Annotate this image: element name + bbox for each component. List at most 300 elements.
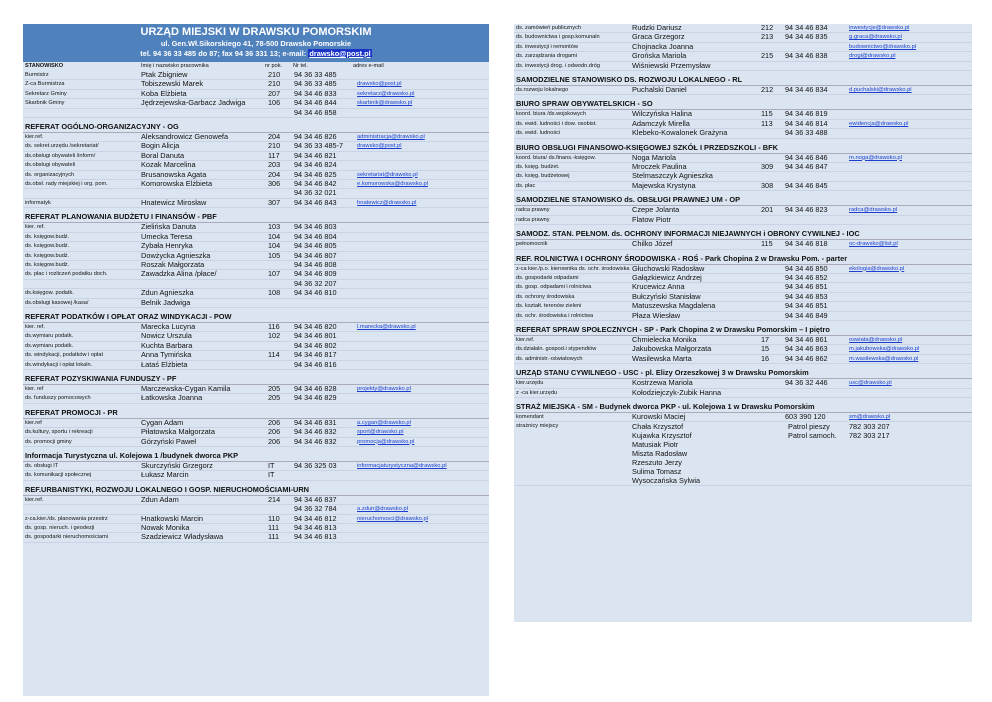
staff-row xyxy=(23,437,489,446)
patrol-labels xyxy=(758,422,847,486)
guard-name: Rzeszuto Jerzy xyxy=(632,458,682,468)
phone-cell: 94 34 46 823 xyxy=(782,206,847,215)
room-cell: 205 xyxy=(265,385,291,394)
staff-row xyxy=(514,265,972,274)
email-cell xyxy=(847,163,972,172)
room-cell: 212 xyxy=(758,86,782,95)
name-cell: Jakubowska Małgorzata xyxy=(630,345,758,354)
section-title: REFERAT POZYSKIWANIA FUNDUSZY - PF xyxy=(23,373,489,385)
guard-name: Miszta Radosław xyxy=(632,449,688,459)
phone-cell: 94 36 33 485 xyxy=(291,80,355,89)
position-cell: ds. ochrony środowiska xyxy=(514,292,630,301)
email-cell xyxy=(847,61,972,70)
position-cell: ds. gosp. odpadami i rolnictwa xyxy=(514,283,630,292)
phone-cell: 94 34 46 853 xyxy=(782,292,847,301)
name-cell: Wasilewska Marta xyxy=(630,354,758,363)
position-cell: ds.obsługi kasowej /kasa/ xyxy=(23,298,139,307)
right-column xyxy=(514,24,972,622)
staff-row xyxy=(514,119,972,128)
position-cell: informatyk xyxy=(23,198,139,207)
email-cell[interactable]: promocja@drawsko.pl xyxy=(355,437,489,446)
room-cell xyxy=(758,215,782,224)
staff-row xyxy=(514,388,972,397)
staff-row xyxy=(23,360,489,369)
email-cell xyxy=(355,71,489,80)
room-cell xyxy=(758,388,782,397)
staff-table xyxy=(514,206,972,225)
staff-row xyxy=(23,223,489,232)
name-cell: Koba Elżbieta xyxy=(139,89,265,98)
phone-cell: 94 36 32 207 xyxy=(291,279,355,288)
guards-position: strażnicy miejscy xyxy=(514,422,630,486)
staff-row xyxy=(23,108,489,117)
name-cell: Górzyński Paweł xyxy=(139,437,265,446)
room-cell: 15 xyxy=(758,345,782,354)
position-cell: ds.obsługi obywateli xyxy=(23,161,139,170)
section-title: BIURO OBSŁUGI FINANSOWO-KSIĘGOWEJ SZKÓŁ I PRZEDSZKOLI - BFK xyxy=(514,142,972,154)
staff-row xyxy=(23,99,489,108)
email-cell xyxy=(355,251,489,260)
phone-cell xyxy=(782,215,847,224)
position-cell: koord. biura/ ds.finans.-księgow. xyxy=(514,154,630,163)
name-cell: Nowak Monika xyxy=(139,524,265,533)
position-cell xyxy=(23,505,139,514)
staff-table xyxy=(514,86,972,95)
email-cell xyxy=(355,524,489,533)
patrol-phones xyxy=(847,422,972,486)
staff-row xyxy=(23,260,489,269)
col-email: adres e-mail xyxy=(353,63,384,69)
col-room: nr pok. xyxy=(265,63,283,69)
room-cell: 115 xyxy=(758,240,782,249)
phone-cell: 94 36 32 021 xyxy=(291,189,355,198)
room-cell: 204 xyxy=(265,133,291,142)
room-cell: 111 xyxy=(265,533,291,542)
name-cell: Roszak Małgorzata xyxy=(139,260,265,269)
email-cell xyxy=(355,394,489,403)
position-cell: ds. kształt. terenów zieleni xyxy=(514,302,630,311)
staff-row xyxy=(514,379,972,388)
name-cell: Zawadzka Alina /płace/ xyxy=(139,270,265,279)
name-cell: Brusanowska Agata xyxy=(139,170,265,179)
room-cell: 210 xyxy=(265,71,291,80)
position-cell: ds. księg. budżet. xyxy=(514,163,630,172)
phone-cell: 94 34 46 818 xyxy=(782,240,847,249)
guard-name: Kujawka Krzysztof xyxy=(632,431,692,441)
room-cell: 213 xyxy=(758,33,782,42)
name-cell: Bogin Alicja xyxy=(139,142,265,151)
email-cell[interactable]: budownictwo@drawsko.pl xyxy=(847,42,972,51)
room-cell: 307 xyxy=(265,198,291,207)
email-cell xyxy=(355,161,489,170)
phone-cell: 94 34 46 845 xyxy=(782,181,847,190)
section-title: Informacja Turystyczna ul. Kolejowa 1 /budynek dworca PKP xyxy=(23,450,489,462)
email-cell[interactable]: e.komorowska@drawsko.pl xyxy=(355,180,489,189)
email-cell[interactable]: drawsko@post.pl xyxy=(355,142,489,151)
position-cell: radca prawny xyxy=(514,215,630,224)
guard-name: Sulima Tomasz xyxy=(632,467,682,477)
staff-row xyxy=(514,240,972,249)
email-cell xyxy=(355,289,489,298)
email-cell xyxy=(355,270,489,279)
email-cell xyxy=(355,298,489,307)
room-cell: 114 xyxy=(265,351,291,360)
room-cell: 206 xyxy=(265,437,291,446)
email-cell[interactable]: d.puchalski@drawsko.pl xyxy=(847,86,972,95)
staff-row xyxy=(514,24,972,33)
room-cell xyxy=(265,341,291,350)
phone-cell: 94 34 46 832 xyxy=(291,437,355,446)
position-cell: ds.kultury, sportu i rekreacji xyxy=(23,428,139,437)
section-title: URZĄD STANU CYWILNEGO - USC - pl. Elizy Orzeszkowej 3 w Drawsku Pomorskim xyxy=(514,367,972,379)
staff-row xyxy=(514,354,972,363)
email-cell xyxy=(847,311,972,320)
phone-cell: 94 34 46 821 xyxy=(291,151,355,160)
room-cell xyxy=(758,302,782,311)
guards-list xyxy=(630,422,758,486)
staff-table xyxy=(514,265,972,321)
phone-cell: 94 34 46 850 xyxy=(782,265,847,274)
room-cell xyxy=(758,129,782,138)
name-cell xyxy=(139,108,265,117)
position-cell: ds. promocji gminy xyxy=(23,437,139,446)
staff-row xyxy=(23,180,489,189)
position-cell: kier.ref. xyxy=(23,496,139,505)
staff-row xyxy=(23,428,489,437)
name-cell: Szadziewicz Władysława xyxy=(139,533,265,542)
phone-cell: 94 34 46 829 xyxy=(291,394,355,403)
email-cell xyxy=(847,292,972,301)
email-cell xyxy=(355,341,489,350)
position-cell: Burmistrz xyxy=(23,71,139,80)
position-cell: ds. gospodarki nieruchomościami xyxy=(23,533,139,542)
room-cell xyxy=(758,265,782,274)
patrol-car-phone: 782 303 217 xyxy=(849,431,890,441)
name-cell: Marczewska-Cygan Kamila xyxy=(139,385,265,394)
name-cell: Matuszewska Magdalena xyxy=(630,302,758,311)
room-cell: 106 xyxy=(265,99,291,108)
email-cell[interactable]: sport@drawsko.pl xyxy=(355,428,489,437)
position-cell: ds. komunikacji społecznej xyxy=(23,471,139,480)
section-title: SAMODZIELNE STANOWISKO ds. OBSŁUGI PRAWNEJ UM - OP xyxy=(514,194,972,206)
name-cell xyxy=(139,279,265,288)
phone-cell: 94 34 46 837 xyxy=(291,496,355,505)
phone-cell: 94 34 46 858 xyxy=(291,108,355,117)
email-cell[interactable]: radca@drawsko.pl xyxy=(847,206,972,215)
email-cell[interactable]: ekologia@drawsko.pl xyxy=(847,265,972,274)
staff-row xyxy=(514,172,972,181)
staff-row xyxy=(23,289,489,298)
straz-section-title: STRAŻ MIEJSKA - SM - Budynek dworca PKP - ul. Kolejowa 1 w Drawsku Pomorskim xyxy=(514,401,972,413)
position-cell: pełnomocnik xyxy=(514,240,630,249)
staff-row xyxy=(514,292,972,301)
position-cell: ds. zamówień publicznych xyxy=(514,24,630,33)
email-cell xyxy=(847,273,972,282)
room-cell: IT xyxy=(265,471,291,480)
email-cell[interactable]: sekretariat@drawsko.pl xyxy=(355,170,489,179)
position-cell: ds.wymiaru podatk. xyxy=(23,341,139,350)
guard-name: Wysoczańska Sylwia xyxy=(632,476,701,486)
phone-cell: 94 34 46 851 xyxy=(782,302,847,311)
email-cell[interactable]: m.jakubowska@drawsko.pl xyxy=(847,345,972,354)
guard-name: Matusiak Piotr xyxy=(632,440,679,450)
name-cell xyxy=(139,505,265,514)
staff-row xyxy=(23,242,489,251)
col-name: Imię i nazwisko pracownika xyxy=(141,63,209,69)
room-cell: 206 xyxy=(265,419,291,428)
room-cell: 207 xyxy=(265,89,291,98)
phone-cell: 94 34 46 807 xyxy=(291,251,355,260)
name-cell: Chojnacka Joanna xyxy=(630,42,758,51)
email-cell[interactable]: m.wasilewska@drawsko.pl xyxy=(847,354,972,363)
phone-cell: 94 34 46 835 xyxy=(782,33,847,42)
email-cell xyxy=(355,279,489,288)
phone-cell: 94 34 46 805 xyxy=(291,242,355,251)
position-cell: ds. księgow.budż. xyxy=(23,251,139,260)
room-cell xyxy=(265,279,291,288)
room-cell: 214 xyxy=(265,496,291,505)
position-cell: kier. ref. xyxy=(23,323,139,332)
staff-row xyxy=(23,189,489,198)
staff-row xyxy=(514,345,972,354)
name-cell: Łataś Elżbieta xyxy=(139,360,265,369)
position-cell xyxy=(23,189,139,198)
position-cell: ds. księgow.budż. xyxy=(23,260,139,269)
phone-cell: 94 34 46 824 xyxy=(291,161,355,170)
komendant-email[interactable]: sm@drawsko.pl xyxy=(847,413,972,422)
email-cell xyxy=(847,129,972,138)
email-cell xyxy=(355,332,489,341)
name-cell: Mroczek Paulina xyxy=(630,163,758,172)
phone-cell: 94 34 46 862 xyxy=(782,354,847,363)
email-cell[interactable]: l.marecka@drawsko.pl xyxy=(355,323,489,332)
name-cell: Gałązkiewicz Andrzej xyxy=(630,273,758,282)
name-cell: Wiśniewski Przemysław xyxy=(630,61,758,70)
staff-row xyxy=(23,471,489,480)
name-cell: Chmielecka Monika xyxy=(630,336,758,345)
straz-guards-row xyxy=(514,422,972,486)
name-cell: Tobiszewski Marek xyxy=(139,80,265,89)
name-cell: Kostrzewa Mariola xyxy=(630,379,758,388)
room-cell xyxy=(758,61,782,70)
phone-cell: 94 34 46 813 xyxy=(291,533,355,542)
position-cell: ds. płac i rozliczeń podatku doch. xyxy=(23,270,139,279)
room-cell: 210 xyxy=(265,142,291,151)
staff-row xyxy=(514,86,972,95)
col-position: STANOWISKO xyxy=(25,63,64,69)
position-cell: ds. gosp. nieruch. i geodezji xyxy=(23,524,139,533)
komendant-phone: 603 390 120 xyxy=(782,413,847,422)
position-cell: ds. zarządzania drogami xyxy=(514,52,630,61)
name-cell xyxy=(139,189,265,198)
office-title: URZĄD MIEJSKI W DRAWSKU POMORSKIM xyxy=(140,26,372,38)
position-cell: z-ca kier./p.o. kierownika ds. ochr. środowiska xyxy=(516,265,630,272)
section-title: REFERAT PROMOCJI - PR xyxy=(23,407,489,419)
email-cell xyxy=(355,223,489,232)
staff-table xyxy=(514,24,972,71)
phone-cell: 94 34 46 813 xyxy=(291,524,355,533)
phone-cell: 94 34 46 803 xyxy=(291,223,355,232)
email-cell xyxy=(355,471,489,480)
position-cell: Sekretarz Gminy xyxy=(23,89,139,98)
phone-cell: 94 34 46 849 xyxy=(782,311,847,320)
room-cell: 210 xyxy=(265,80,291,89)
staff-row xyxy=(514,110,972,119)
email-cell xyxy=(355,496,489,505)
name-cell: Cygan Adam xyxy=(139,419,265,428)
position-cell xyxy=(23,279,139,288)
phone-cell: 94 34 46 814 xyxy=(782,119,847,128)
phone-cell: 94 34 46 802 xyxy=(291,341,355,350)
room-cell: 103 xyxy=(265,223,291,232)
email-cell[interactable]: drawsko@post.pl xyxy=(355,80,489,89)
phone-cell: 94 34 46 819 xyxy=(782,110,847,119)
room-cell: 110 xyxy=(265,514,291,523)
komendant-position: komendant xyxy=(514,413,630,422)
staff-row xyxy=(23,332,489,341)
phone-cell: 94 34 46 842 xyxy=(291,180,355,189)
position-cell: kier.ref xyxy=(23,419,139,428)
room-cell xyxy=(265,505,291,514)
staff-row xyxy=(23,524,489,533)
email-cell[interactable]: skarbnik@drawsko.pl xyxy=(355,99,489,108)
room-cell xyxy=(265,189,291,198)
email-cell xyxy=(355,533,489,542)
email-cell[interactable]: informacjaturystyczna@drawsko.pl xyxy=(355,462,489,471)
section-title: REFERAT PODATKÓW I OPŁAT ORAZ WINDYKACJI - POW xyxy=(23,311,489,323)
email-cell[interactable]: oc-drawsko@list.pl xyxy=(847,240,972,249)
staff-row xyxy=(23,170,489,179)
email-cell[interactable]: drogi@drawsko.pl xyxy=(847,52,972,61)
name-cell: Jędrzejewska-Garbacz Jadwiga xyxy=(139,99,265,108)
email-cell xyxy=(355,108,489,117)
phone-cell xyxy=(782,42,847,51)
phone-cell: 94 36 32 784 xyxy=(291,505,355,514)
position-cell: kier.urzędu xyxy=(514,379,630,388)
staff-table xyxy=(514,154,972,192)
room-cell: 105 xyxy=(265,251,291,260)
email-cell[interactable]: administracja@drawsko.pl xyxy=(355,133,489,142)
staff-row xyxy=(23,533,489,542)
komendant-name: Kurowski Maciej xyxy=(630,413,758,422)
staff-row xyxy=(23,151,489,160)
room-cell xyxy=(758,292,782,301)
phone-cell: 94 34 46 834 xyxy=(782,24,847,33)
email-cell[interactable]: oswiata@drawsko.pl xyxy=(847,336,972,345)
room-cell: 115 xyxy=(758,110,782,119)
staff-row xyxy=(23,270,489,279)
position-cell: kier. ref xyxy=(23,385,139,394)
position-cell: z-ca.kier./ds. planowania przestrz xyxy=(23,514,139,523)
room-cell xyxy=(265,260,291,269)
phone-cell: 94 36 325 03 xyxy=(291,462,355,471)
office-email-link[interactable]: drawsko@post.pl xyxy=(309,49,371,58)
phone-cell: 94 34 46 812 xyxy=(291,514,355,523)
phone-cell: 94 34 46 828 xyxy=(291,385,355,394)
email-cell xyxy=(355,232,489,241)
email-cell xyxy=(355,260,489,269)
phone-cell xyxy=(782,61,847,70)
email-cell[interactable]: ewidencja@drawsko.pl xyxy=(847,119,972,128)
room-cell: 17 xyxy=(758,336,782,345)
name-cell: Flatow Piotr xyxy=(630,215,758,224)
email-cell[interactable]: m.noga@drawsko.pl xyxy=(847,154,972,163)
room-cell: 205 xyxy=(265,394,291,403)
staff-table xyxy=(23,133,489,208)
position-cell: ds. administr.-oświatowych xyxy=(514,354,630,363)
email-cell[interactable]: a.zdun@drawsko.pl xyxy=(355,505,489,514)
name-cell: Kozak Marcelina xyxy=(139,161,265,170)
position-cell: kier. ref. xyxy=(23,223,139,232)
name-cell: Puchalski Daniel xyxy=(630,86,758,95)
name-cell: Graca Grzegorz xyxy=(630,33,758,42)
room-cell xyxy=(758,172,782,181)
column-header-row xyxy=(23,62,489,71)
email-cell[interactable]: sekretarz@drawsko.pl xyxy=(355,89,489,98)
email-cell[interactable]: nieruchomosci@drawsko.pl xyxy=(355,514,489,523)
name-cell: Umecka Teresa xyxy=(139,232,265,241)
section-title: SAMODZ. STAN. PEŁNOM. ds. OCHRONY INFORMACJI NIEJAWNYCH i OBRONY CYWILNEJ - IOC xyxy=(514,228,972,240)
name-cell: Hnatewicz Mirosław xyxy=(139,198,265,207)
staff-row xyxy=(23,419,489,428)
email-cell xyxy=(847,181,972,190)
left-column xyxy=(23,24,489,696)
room-cell xyxy=(265,298,291,307)
email-cell[interactable]: projekty@drawsko.pl xyxy=(355,385,489,394)
phone-cell: 94 34 46 801 xyxy=(291,332,355,341)
section-title: SAMODZIELNE STANOWISKO DS. ROZWOJU LOKALNEGO - RL xyxy=(514,74,972,86)
staff-table xyxy=(514,110,972,138)
position-cell: ds.obsł. rady miejskiej i org. pom. xyxy=(23,180,139,189)
name-cell: Zybała Henryka xyxy=(139,242,265,251)
staff-table xyxy=(514,336,972,364)
staff-row xyxy=(23,385,489,394)
room-cell: 204 xyxy=(265,170,291,179)
staff-row xyxy=(514,181,972,190)
name-cell: Aleksandrowicz Genowefa xyxy=(139,133,265,142)
position-cell: radca prawny xyxy=(514,206,630,215)
phone-cell: 94 34 46 826 xyxy=(291,133,355,142)
phone-cell: 94 34 46 861 xyxy=(782,336,847,345)
name-cell: Ptak Zbigniew xyxy=(139,71,265,80)
staff-row xyxy=(514,61,972,70)
name-cell: Łatkowska Joanna xyxy=(139,394,265,403)
position-cell: ds. księgow.budż. xyxy=(23,242,139,251)
email-cell[interactable]: a.cygan@drawsko.pl xyxy=(355,419,489,428)
staff-row xyxy=(23,80,489,89)
phone-cell: 94 34 46 810 xyxy=(291,289,355,298)
position-cell: ds. księg. budżetowej xyxy=(514,172,630,181)
name-cell: Majewska Krystyna xyxy=(630,181,758,190)
position-cell: ds. sekret.urzędu /sekretariat/ xyxy=(23,142,139,151)
phone-cell: 94 34 46 833 xyxy=(291,89,355,98)
name-cell: Czepe Jolanta xyxy=(630,206,758,215)
room-cell: 308 xyxy=(758,181,782,190)
staff-table xyxy=(23,496,489,543)
email-cell[interactable]: hnatewicz@drawsko.pl xyxy=(355,198,489,207)
email-cell xyxy=(847,388,972,397)
position-cell: ds.wymiaru podatk. xyxy=(23,332,139,341)
email-cell[interactable]: g.graca@drawsko.pl xyxy=(847,33,972,42)
staff-row xyxy=(514,129,972,138)
staff-row xyxy=(23,279,489,288)
room-cell xyxy=(758,311,782,320)
staff-table xyxy=(514,240,972,249)
room-cell xyxy=(758,379,782,388)
email-cell[interactable]: usc@drawsko.pl xyxy=(847,379,972,388)
staff-row xyxy=(23,496,489,505)
email-cell[interactable]: inwestycje@drawsko.pl xyxy=(847,24,972,33)
